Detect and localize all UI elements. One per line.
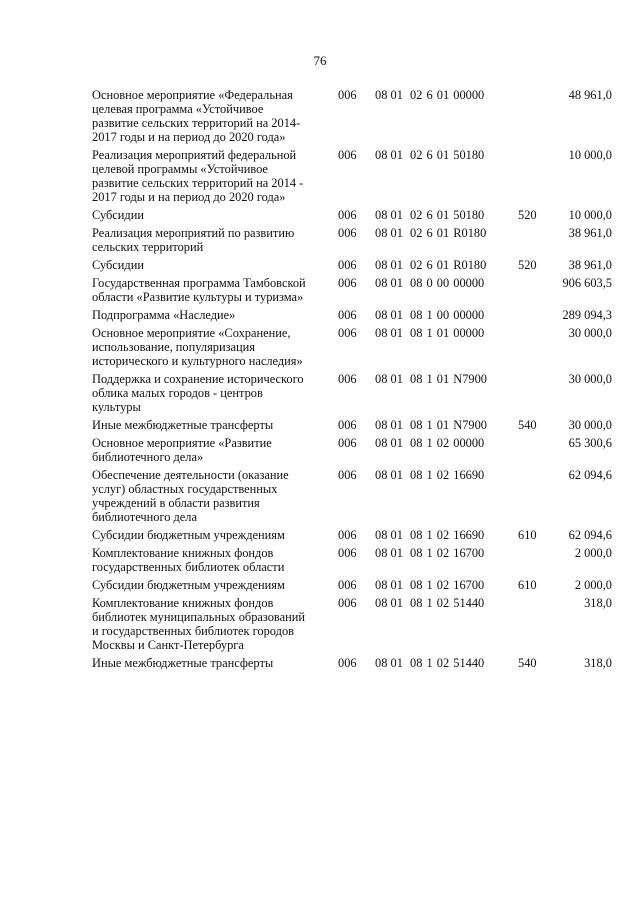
row-name-text: Поддержка и сохранение исторического облика малых городов - центров культуры xyxy=(92,372,304,414)
row-amount-text: 62 094,6 xyxy=(568,528,612,542)
row-name xyxy=(92,276,318,308)
row-target-article-code xyxy=(410,372,518,418)
row-section-code-text: 08 01 xyxy=(375,578,403,592)
row-ved-code-text: 006 xyxy=(338,596,357,610)
row-section-code xyxy=(368,528,410,546)
row-section-code xyxy=(368,148,410,208)
row-section-code-text: 08 01 xyxy=(375,596,403,610)
row-name xyxy=(92,308,318,326)
row-target-article-code-text: 08 1 02 51440 xyxy=(410,596,485,610)
table-row xyxy=(92,88,612,148)
row-ved-code xyxy=(318,372,368,418)
table-row xyxy=(92,148,612,208)
row-section-code xyxy=(368,326,410,372)
row-section-code-text: 08 01 xyxy=(375,656,403,670)
row-name-text: Комплектование книжных фондов государственных библиотек области xyxy=(92,546,285,574)
row-name xyxy=(92,88,318,148)
row-expense-type-code-text: 540 xyxy=(518,418,537,432)
row-amount xyxy=(548,372,612,418)
row-expense-type-code xyxy=(518,436,548,468)
row-expense-type-code xyxy=(518,372,548,418)
row-target-article-code xyxy=(410,326,518,372)
row-amount-text: 10 000,0 xyxy=(568,148,612,162)
row-amount-text: 30 000,0 xyxy=(568,372,612,386)
row-expense-type-code xyxy=(518,596,548,656)
row-expense-type-code xyxy=(518,308,548,326)
row-name xyxy=(92,468,318,528)
row-section-code-text: 08 01 xyxy=(375,372,403,386)
row-section-code-text: 08 01 xyxy=(375,226,403,240)
row-section-code-text: 08 01 xyxy=(375,468,403,482)
row-section-code-text: 08 01 xyxy=(375,208,403,222)
row-ved-code xyxy=(318,326,368,372)
row-amount xyxy=(548,148,612,208)
table-row xyxy=(92,276,612,308)
row-target-article-code-text: 02 6 01 50180 xyxy=(410,208,485,222)
row-ved-code-text: 006 xyxy=(338,546,357,560)
row-expense-type-code xyxy=(518,656,548,674)
row-expense-type-code xyxy=(518,578,548,596)
row-section-code-text: 08 01 xyxy=(375,546,403,560)
row-ved-code-text: 006 xyxy=(338,258,357,272)
row-amount-text: 906 603,5 xyxy=(562,276,612,290)
row-section-code xyxy=(368,546,410,578)
row-amount xyxy=(548,468,612,528)
row-target-article-code xyxy=(410,468,518,528)
row-ved-code-text: 006 xyxy=(338,372,357,386)
row-target-article-code-text: 08 1 00 00000 xyxy=(410,308,485,322)
row-ved-code xyxy=(318,578,368,596)
row-name-text: Субсидии бюджетным учреждениям xyxy=(92,528,285,542)
row-name-text: Основное мероприятие «Развитие библиотечного дела» xyxy=(92,436,272,464)
row-name xyxy=(92,578,318,596)
row-section-code-text: 08 01 xyxy=(375,326,403,340)
row-ved-code xyxy=(318,226,368,258)
row-amount-text: 30 000,0 xyxy=(568,418,612,432)
row-amount xyxy=(548,276,612,308)
row-ved-code-text: 006 xyxy=(338,208,357,222)
row-target-article-code-text: 08 1 01 00000 xyxy=(410,326,485,340)
row-amount xyxy=(548,546,612,578)
table-row xyxy=(92,226,612,258)
row-name-text: Основное мероприятие «Федеральная целевая программа «Устойчивое развитие сельских территорий на 2014-2017 годы и на период до 2020 года» xyxy=(92,88,301,144)
row-target-article-code xyxy=(410,528,518,546)
row-target-article-code-text: 08 1 01 N7900 xyxy=(410,418,487,432)
row-target-article-code-text: 08 1 02 16690 xyxy=(410,468,485,482)
table-row xyxy=(92,656,612,674)
row-amount xyxy=(548,208,612,226)
row-section-code xyxy=(368,656,410,674)
row-section-code-text: 08 01 xyxy=(375,418,403,432)
table-row xyxy=(92,596,612,656)
table-row xyxy=(92,372,612,418)
row-name xyxy=(92,372,318,418)
row-ved-code-text: 006 xyxy=(338,528,357,542)
row-target-article-code xyxy=(410,596,518,656)
row-section-code xyxy=(368,596,410,656)
table-row xyxy=(92,326,612,372)
row-section-code-text: 08 01 xyxy=(375,88,403,102)
row-name xyxy=(92,418,318,436)
row-target-article-code xyxy=(410,578,518,596)
row-name xyxy=(92,148,318,208)
row-section-code xyxy=(368,226,410,258)
row-ved-code-text: 006 xyxy=(338,226,357,240)
row-ved-code xyxy=(318,208,368,226)
row-target-article-code xyxy=(410,148,518,208)
row-ved-code-text: 006 xyxy=(338,276,357,290)
row-amount-text: 38 961,0 xyxy=(568,226,612,240)
row-target-article-code xyxy=(410,418,518,436)
row-ved-code xyxy=(318,276,368,308)
row-target-article-code xyxy=(410,226,518,258)
row-amount xyxy=(548,308,612,326)
table-row xyxy=(92,258,612,276)
row-name xyxy=(92,326,318,372)
row-name-text: Обеспечение деятельности (оказание услуг) областных государственных учреждений в области развития библиотечного дела xyxy=(92,468,289,524)
row-expense-type-code xyxy=(518,418,548,436)
row-section-code xyxy=(368,208,410,226)
row-expense-type-code xyxy=(518,88,548,148)
row-name xyxy=(92,596,318,656)
row-amount-text: 2 000,0 xyxy=(574,578,612,592)
row-name-text: Основное мероприятие «Сохранение, использование, популяризация исторического и культурного наследия» xyxy=(92,326,303,368)
row-ved-code-text: 006 xyxy=(338,88,357,102)
row-section-code xyxy=(368,468,410,528)
row-section-code xyxy=(368,436,410,468)
budget-table xyxy=(92,88,612,674)
row-target-article-code-text: 02 6 01 R0180 xyxy=(410,258,487,272)
row-target-article-code-text: 02 6 01 50180 xyxy=(410,148,485,162)
table-row xyxy=(92,578,612,596)
row-section-code-text: 08 01 xyxy=(375,276,403,290)
row-expense-type-code xyxy=(518,528,548,546)
row-ved-code-text: 006 xyxy=(338,468,357,482)
table-row xyxy=(92,546,612,578)
row-target-article-code-text: 02 6 01 00000 xyxy=(410,88,485,102)
row-section-code xyxy=(368,258,410,276)
row-target-article-code-text: 02 6 01 R0180 xyxy=(410,226,487,240)
row-target-article-code-text: 08 1 02 16690 xyxy=(410,528,485,542)
row-target-article-code xyxy=(410,308,518,326)
row-amount-text: 318,0 xyxy=(584,656,612,670)
row-amount xyxy=(548,226,612,258)
row-ved-code xyxy=(318,596,368,656)
row-target-article-code-text: 08 1 02 51440 xyxy=(410,656,485,670)
row-target-article-code-text: 08 1 02 00000 xyxy=(410,436,485,450)
row-section-code xyxy=(368,578,410,596)
row-name xyxy=(92,258,318,276)
budget-table-body xyxy=(92,88,612,674)
row-target-article-code-text: 08 1 01 N7900 xyxy=(410,372,487,386)
row-name-text: Реализация мероприятий по развитию сельских территорий xyxy=(92,226,295,254)
row-ved-code xyxy=(318,546,368,578)
row-target-article-code xyxy=(410,436,518,468)
row-expense-type-code-text: 540 xyxy=(518,656,537,670)
row-ved-code xyxy=(318,258,368,276)
row-name xyxy=(92,656,318,674)
row-amount-text: 62 094,6 xyxy=(568,468,612,482)
row-expense-type-code xyxy=(518,226,548,258)
row-ved-code xyxy=(318,436,368,468)
row-expense-type-code xyxy=(518,468,548,528)
row-section-code xyxy=(368,88,410,148)
row-amount-text: 289 094,3 xyxy=(562,308,612,322)
row-name-text: Реализация мероприятий федеральной целевой программы «Устойчивое развитие сельских территорий на 2014 - 2017 годы и на период до 2020 года» xyxy=(92,148,304,204)
row-expense-type-code-text: 520 xyxy=(518,258,537,272)
row-target-article-code-text: 08 1 02 16700 xyxy=(410,546,485,560)
row-name-text: Комплектование книжных фондов библиотек муниципальных образований и государственных библиотек городов Москвы и Санкт-Петербурга xyxy=(92,596,305,652)
table-row xyxy=(92,528,612,546)
row-ved-code-text: 006 xyxy=(338,656,357,670)
row-name-text: Подпрограмма «Наследие» xyxy=(92,308,236,322)
row-ved-code-text: 006 xyxy=(338,578,357,592)
row-amount-text: 48 961,0 xyxy=(568,88,612,102)
row-section-code-text: 08 01 xyxy=(375,148,403,162)
table-row xyxy=(92,208,612,226)
row-section-code xyxy=(368,276,410,308)
table-row xyxy=(92,468,612,528)
row-amount xyxy=(548,88,612,148)
page-number: 76 xyxy=(313,53,327,68)
row-name-text: Государственная программа Тамбовской области «Развитие культуры и туризма» xyxy=(92,276,306,304)
row-ved-code xyxy=(318,418,368,436)
row-amount xyxy=(548,326,612,372)
row-amount xyxy=(548,596,612,656)
row-name-text: Субсидии xyxy=(92,258,144,272)
row-section-code xyxy=(368,418,410,436)
row-section-code xyxy=(368,308,410,326)
row-ved-code xyxy=(318,656,368,674)
row-target-article-code xyxy=(410,208,518,226)
row-amount-text: 10 000,0 xyxy=(568,208,612,222)
row-name xyxy=(92,528,318,546)
row-expense-type-code xyxy=(518,276,548,308)
row-expense-type-code xyxy=(518,148,548,208)
row-expense-type-code-text: 520 xyxy=(518,208,537,222)
row-amount xyxy=(548,578,612,596)
row-name xyxy=(92,546,318,578)
row-ved-code-text: 006 xyxy=(338,436,357,450)
table-row xyxy=(92,436,612,468)
table-row xyxy=(92,418,612,436)
row-ved-code-text: 006 xyxy=(338,326,357,340)
row-target-article-code xyxy=(410,88,518,148)
row-name xyxy=(92,436,318,468)
row-amount-text: 2 000,0 xyxy=(574,546,612,560)
row-target-article-code-text: 08 0 00 00000 xyxy=(410,276,485,290)
row-ved-code xyxy=(318,468,368,528)
row-target-article-code xyxy=(410,546,518,578)
row-section-code-text: 08 01 xyxy=(375,528,403,542)
row-expense-type-code-text: 610 xyxy=(518,528,537,542)
row-expense-type-code xyxy=(518,326,548,372)
row-amount-text: 38 961,0 xyxy=(568,258,612,272)
row-amount-text: 30 000,0 xyxy=(568,326,612,340)
row-ved-code xyxy=(318,528,368,546)
row-ved-code xyxy=(318,308,368,326)
row-name-text: Иные межбюджетные трансферты xyxy=(92,656,274,670)
row-name-text: Субсидии xyxy=(92,208,144,222)
row-expense-type-code xyxy=(518,546,548,578)
row-name-text: Иные межбюджетные трансферты xyxy=(92,418,274,432)
row-target-article-code xyxy=(410,258,518,276)
row-amount-text: 318,0 xyxy=(584,596,612,610)
row-name xyxy=(92,208,318,226)
row-expense-type-code xyxy=(518,258,548,276)
row-section-code-text: 08 01 xyxy=(375,436,403,450)
row-ved-code-text: 006 xyxy=(338,308,357,322)
row-expense-type-code xyxy=(518,208,548,226)
row-ved-code-text: 006 xyxy=(338,148,357,162)
row-amount xyxy=(548,418,612,436)
row-amount xyxy=(548,528,612,546)
row-section-code-text: 08 01 xyxy=(375,308,403,322)
table-row xyxy=(92,308,612,326)
row-name-text: Субсидии бюджетным учреждениям xyxy=(92,578,285,592)
row-target-article-code xyxy=(410,656,518,674)
row-ved-code xyxy=(318,148,368,208)
row-amount-text: 65 300,6 xyxy=(568,436,612,450)
row-target-article-code-text: 08 1 02 16700 xyxy=(410,578,485,592)
row-amount xyxy=(548,436,612,468)
row-amount xyxy=(548,258,612,276)
row-ved-code-text: 006 xyxy=(338,418,357,432)
row-section-code xyxy=(368,372,410,418)
row-name xyxy=(92,226,318,258)
row-target-article-code xyxy=(410,276,518,308)
row-expense-type-code-text: 610 xyxy=(518,578,537,592)
row-section-code-text: 08 01 xyxy=(375,258,403,272)
row-amount xyxy=(548,656,612,674)
row-ved-code xyxy=(318,88,368,148)
